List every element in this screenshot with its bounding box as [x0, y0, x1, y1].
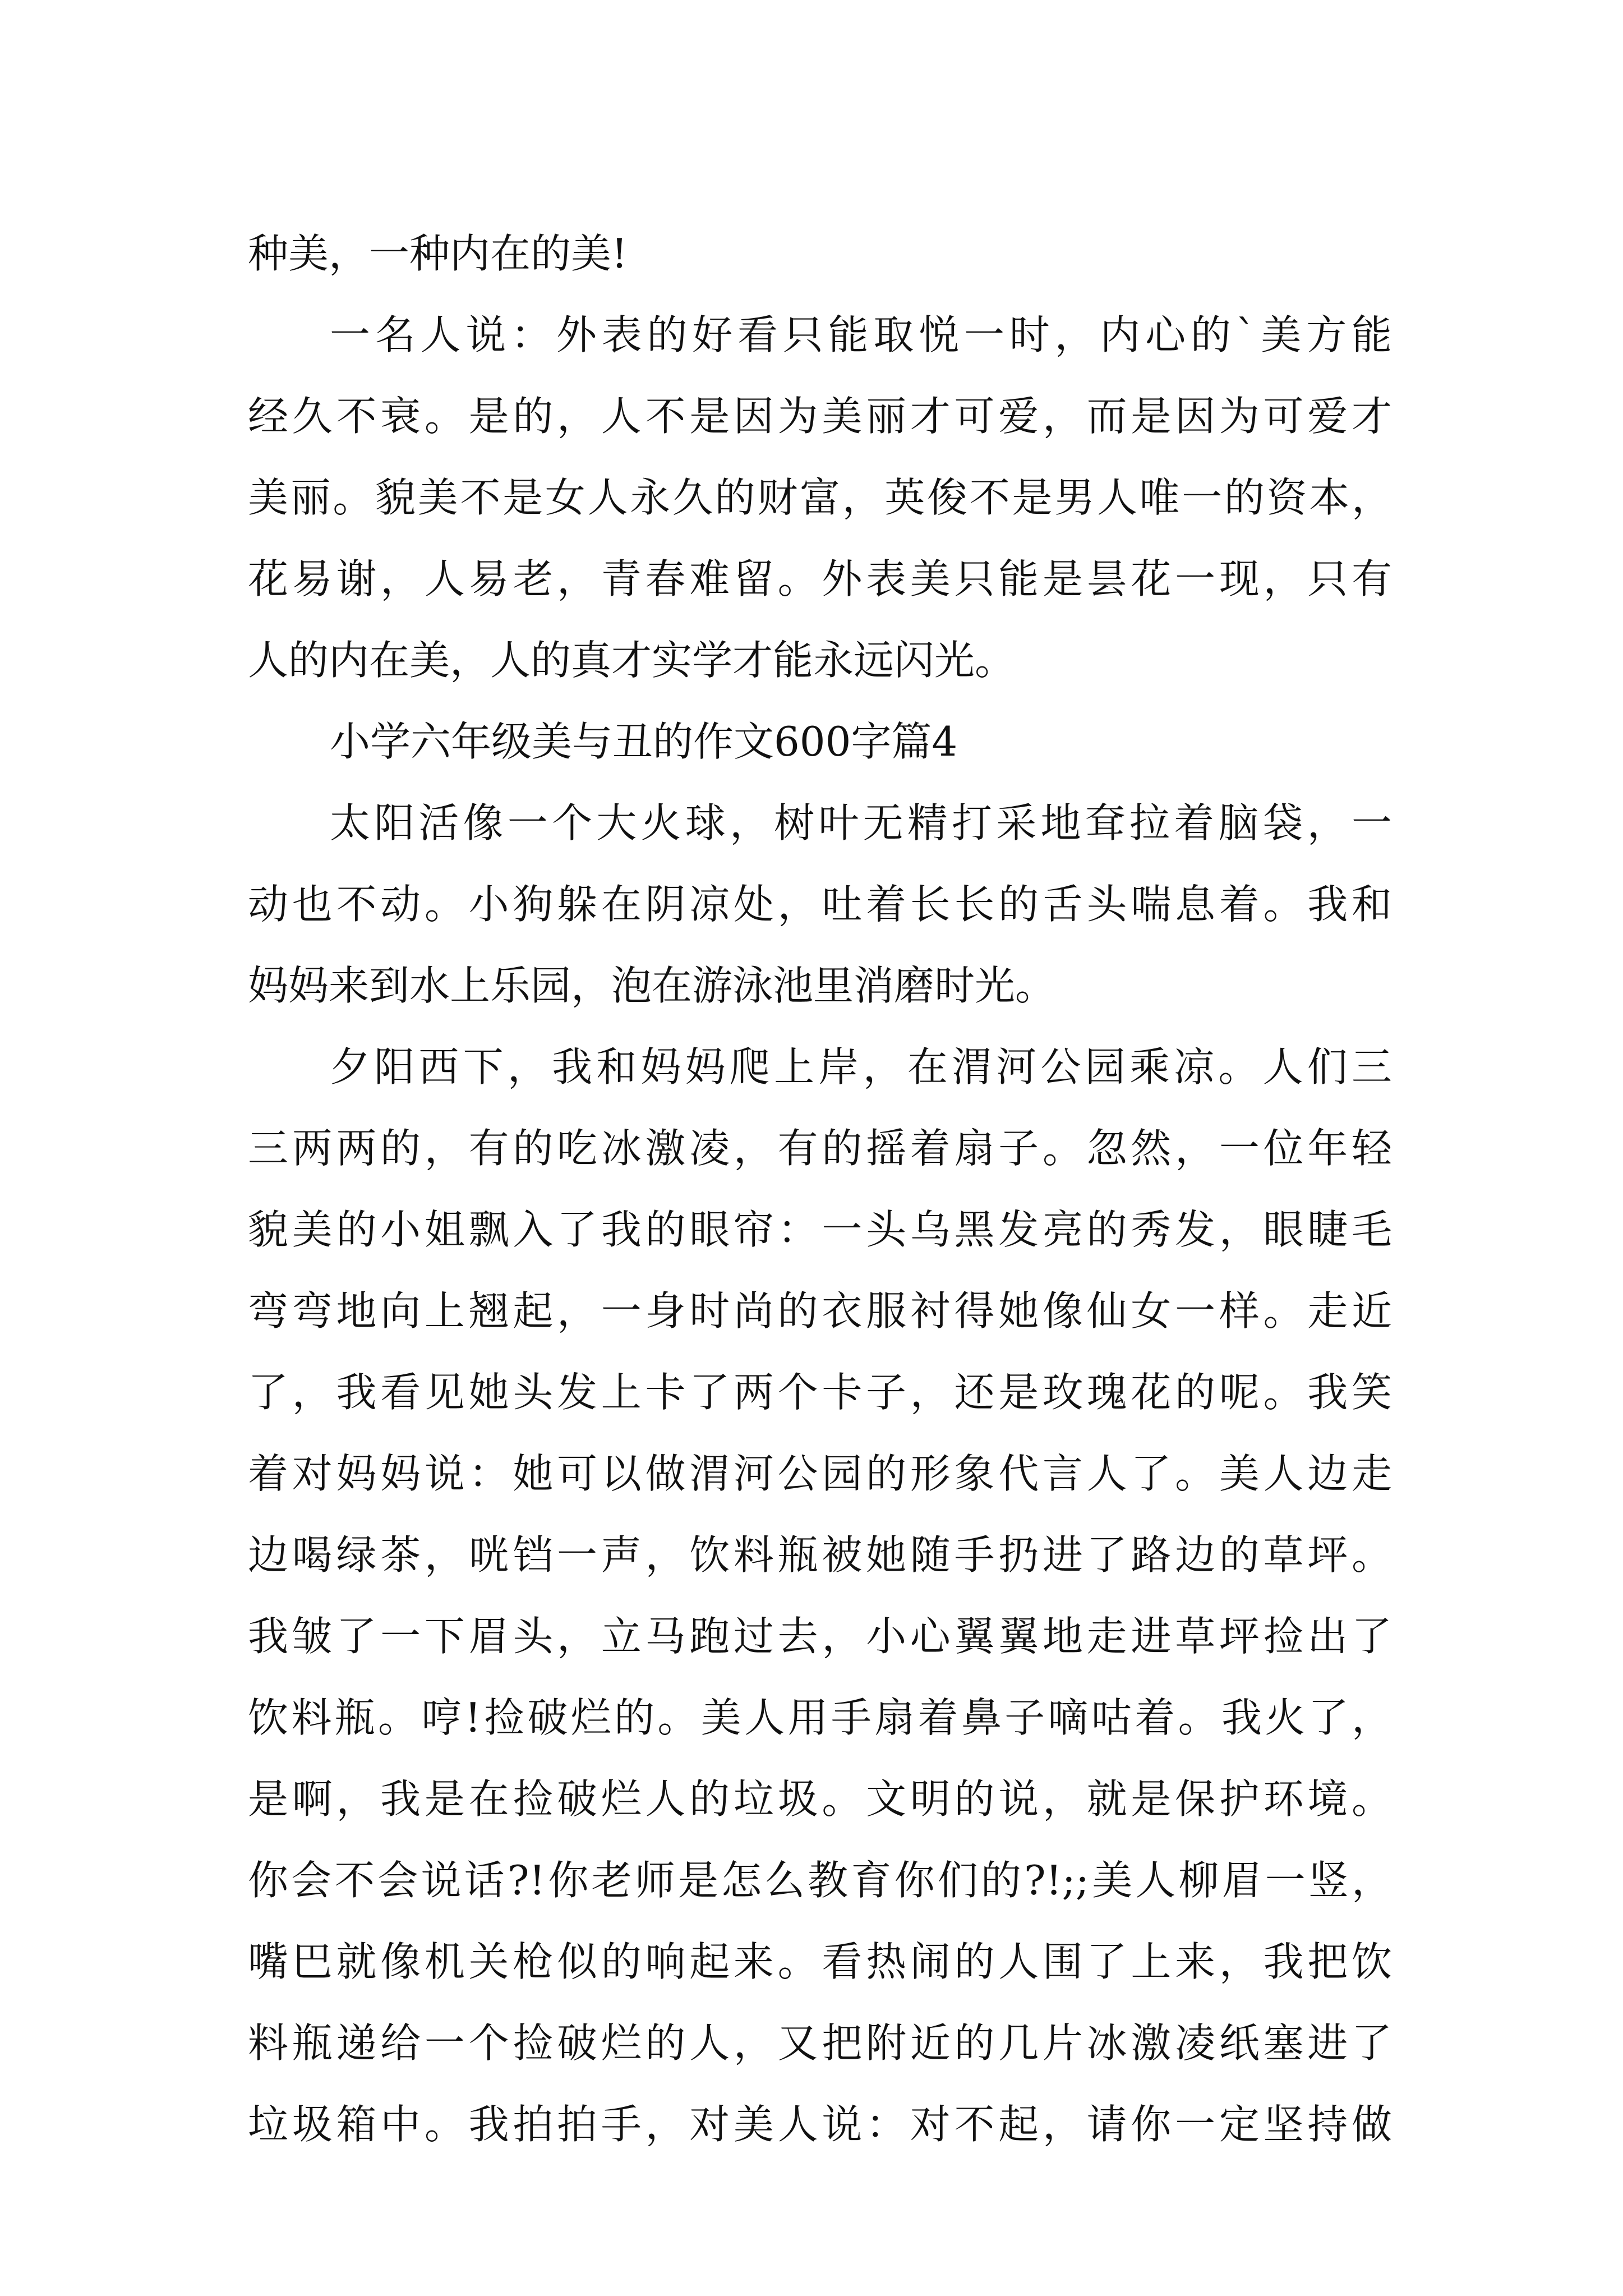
text-line: 美丽。貌美不是女人永久的财富，英俊不是男人唯一的资本，	[248, 474, 1392, 521]
text-line: 边喝绿茶，咣铛一声，饮料瓶被她随手扔进了路边的草坪。	[248, 1531, 1392, 1579]
text-line: 貌美的小姐飘入了我的眼帘：一头乌黑发亮的秀发，眼睫毛	[248, 1206, 1392, 1253]
text-line: 一名人说：外表的好看只能取悦一时，内心的`美方能	[330, 311, 1392, 358]
text-line: 我皱了一下眉头，立马跑过去，小心翼翼地走进草坪捡出了	[248, 1613, 1392, 1660]
text-line: 三两两的，有的吃冰激凌，有的摇着扇子。忽然，一位年轻	[248, 1125, 1392, 1172]
body-text	[248, 213, 1392, 2165]
text-line: 经久不衰。是的，人不是因为美丽才可爱，而是因为可爱才	[248, 393, 1392, 440]
section-heading: 小学六年级美与丑的作文600字篇4	[330, 718, 958, 765]
text-line: 妈妈来到水上乐园，泡在游泳池里消磨时光。	[248, 962, 1056, 1009]
text-line: 种美，一种内在的美!	[248, 230, 628, 277]
text-line: 了，我看见她头发上卡了两个卡子，还是玫瑰花的呢。我笑	[248, 1369, 1392, 1416]
text-line: 动也不动。小狗躲在阴凉处，吐着长长的舌头喘息着。我和	[248, 881, 1392, 928]
text-line: 花易谢，人易老，青春难留。外表美只能是昙花一现，只有	[248, 555, 1392, 602]
text-line: 饮料瓶。哼!捡破烂的。美人用手扇着鼻子嘀咕着。我火了，	[248, 1694, 1392, 1741]
text-line: 垃圾箱中。我拍拍手，对美人说：对不起，请你一定坚持做	[248, 2101, 1392, 2148]
text-line: 是啊，我是在捡破烂人的垃圾。文明的说，就是保护环境。	[248, 1775, 1392, 1823]
text-line: 嘴巴就像机关枪似的响起来。看热闹的人围了上来，我把饮	[248, 1938, 1392, 1985]
text-line: 你会不会说话?!你老师是怎么教育你们的?!;;美人柳眉一竖，	[248, 1857, 1392, 1904]
text-line: 人的内在美，人的真才实学才能永远闪光。	[248, 637, 1016, 684]
text-line: 着对妈妈说：她可以做渭河公园的形象代言人了。美人边走	[248, 1450, 1392, 1497]
text-line: 料瓶递给一个捡破烂的人，又把附近的几片冰激凌纸塞进了	[248, 2019, 1392, 2067]
text-line: 夕阳西下，我和妈妈爬上岸，在渭河公园乘凉。人们三	[330, 1043, 1392, 1091]
text-line: 太阳活像一个大火球，树叶无精打采地耷拉着脑袋，一	[330, 799, 1392, 846]
text-line: 弯弯地向上翘起，一身时尚的衣服衬得她像仙女一样。走近	[248, 1287, 1392, 1335]
